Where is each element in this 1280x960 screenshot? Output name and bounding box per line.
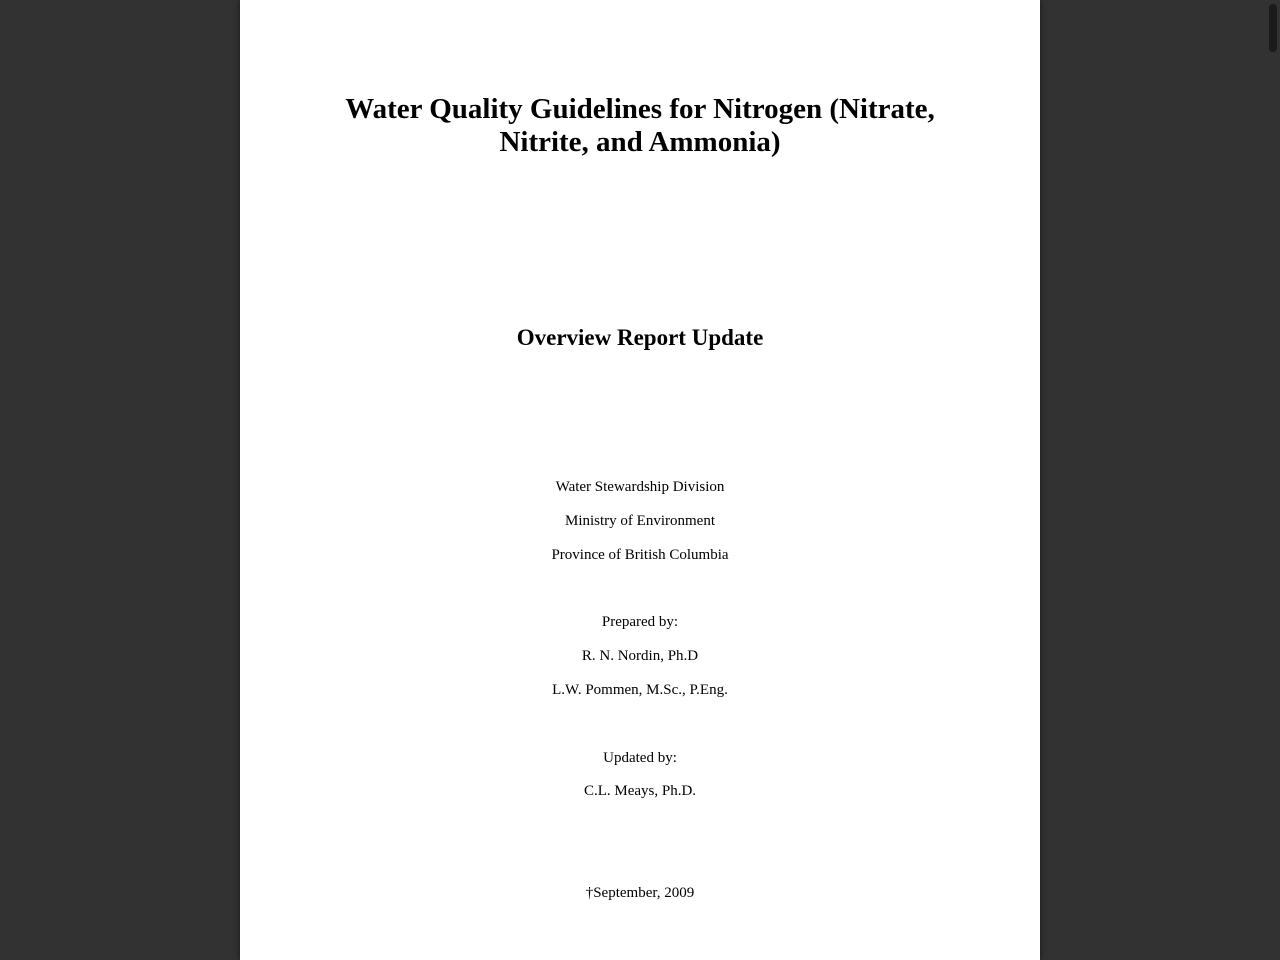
author-nordin: R. N. Nordin, Ph.D [581,648,699,664]
scrollbar-thumb[interactable] [1269,4,1277,52]
document-title-line-2: Nitrite, and Ammonia) [499,126,781,158]
updater-meays: C.L. Meays, Ph.D. [583,783,697,799]
publication-date: †September, 2009 [585,885,695,901]
vertical-scrollbar[interactable] [1266,0,1280,960]
document-title-line-1: Water Quality Guidelines for Nitrogen (Nitrate, [345,93,935,125]
organization-division: Water Stewardship Division [555,479,725,495]
organization-province: Province of British Columbia [551,547,729,563]
document-title [240,93,1040,159]
author-pommen: L.W. Pommen, M.Sc., P.Eng. [552,682,728,698]
organization-ministry: Ministry of Environment [565,513,715,529]
updated-by-label: Updated by: [603,750,677,766]
document-page [240,0,1040,960]
prepared-by-label: Prepared by: [601,614,679,630]
document-subtitle: Overview Report Update [516,325,764,350]
